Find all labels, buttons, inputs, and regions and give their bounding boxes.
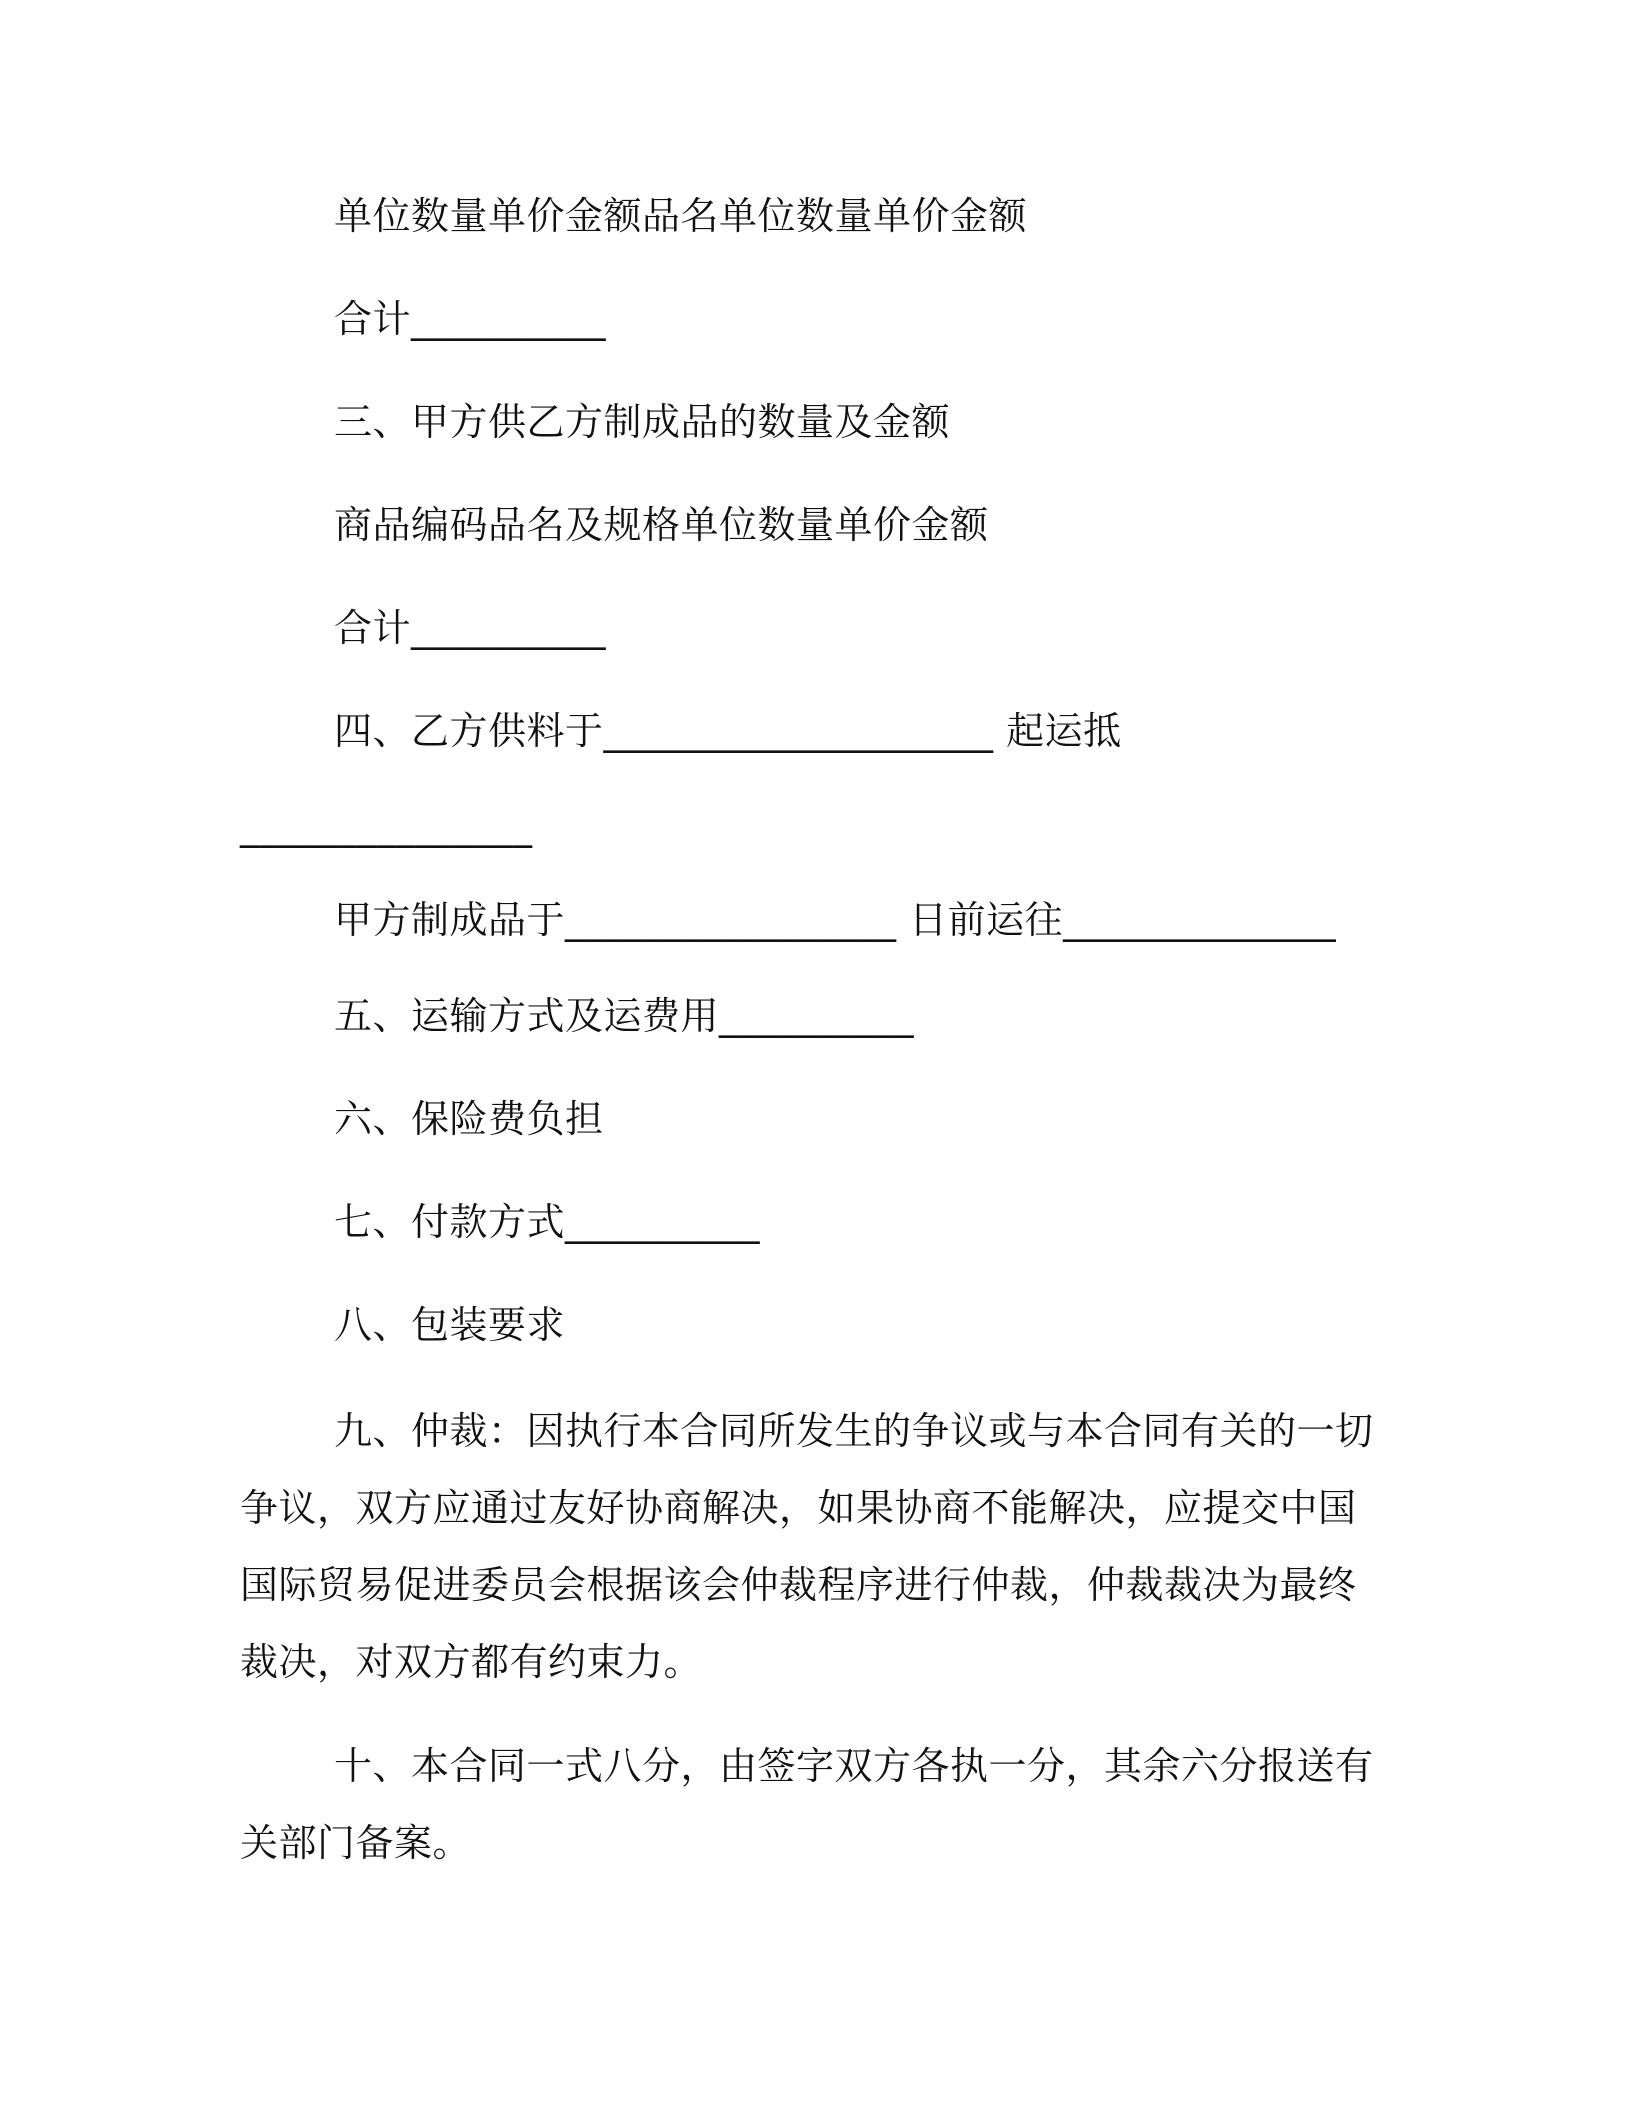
section-9-paragraph: 九、仲裁：因执行本合同所发生的争议或与本合同有关的一切争议，双方应通过友好协商解决，如果协商不能解决，应提交中国国际贸易促进委员会根据该会仲裁程序进行仲裁，仲裁裁决为最终裁决，对双方都有约束力。 bbox=[240, 1409, 1374, 1684]
section-4-finished-goods: 甲方制成品于_________________ 日前运往______________ bbox=[334, 898, 1337, 942]
section-5-line: 五、运输方式及运费用__________ bbox=[334, 994, 915, 1038]
total-line-1: 合计__________ bbox=[334, 297, 607, 341]
section-7-line: 七、付款方式__________ bbox=[334, 1200, 761, 1244]
table-header-units: 单位数量单价金额品名单位数量单价金额 bbox=[334, 194, 1028, 238]
section-4-continuation: _______________ bbox=[240, 804, 533, 848]
table-header-goods: 商品编码品名及规格单位数量单价金额 bbox=[334, 503, 989, 547]
section-3-heading: 三、甲方供乙方制成品的数量及金额 bbox=[334, 400, 951, 444]
section-4-line: 四、乙方供料于____________________ 起运抵 bbox=[334, 709, 1122, 753]
section-10-paragraph: 十、本合同一式八分，由签字双方各执一分，其余六分报送有关部门备案。 bbox=[240, 1744, 1374, 1865]
section-8-line: 八、包装要求 bbox=[334, 1303, 566, 1347]
section-6-line: 六、保险费负担 bbox=[334, 1097, 604, 1141]
total-line-2: 合计__________ bbox=[334, 606, 607, 650]
